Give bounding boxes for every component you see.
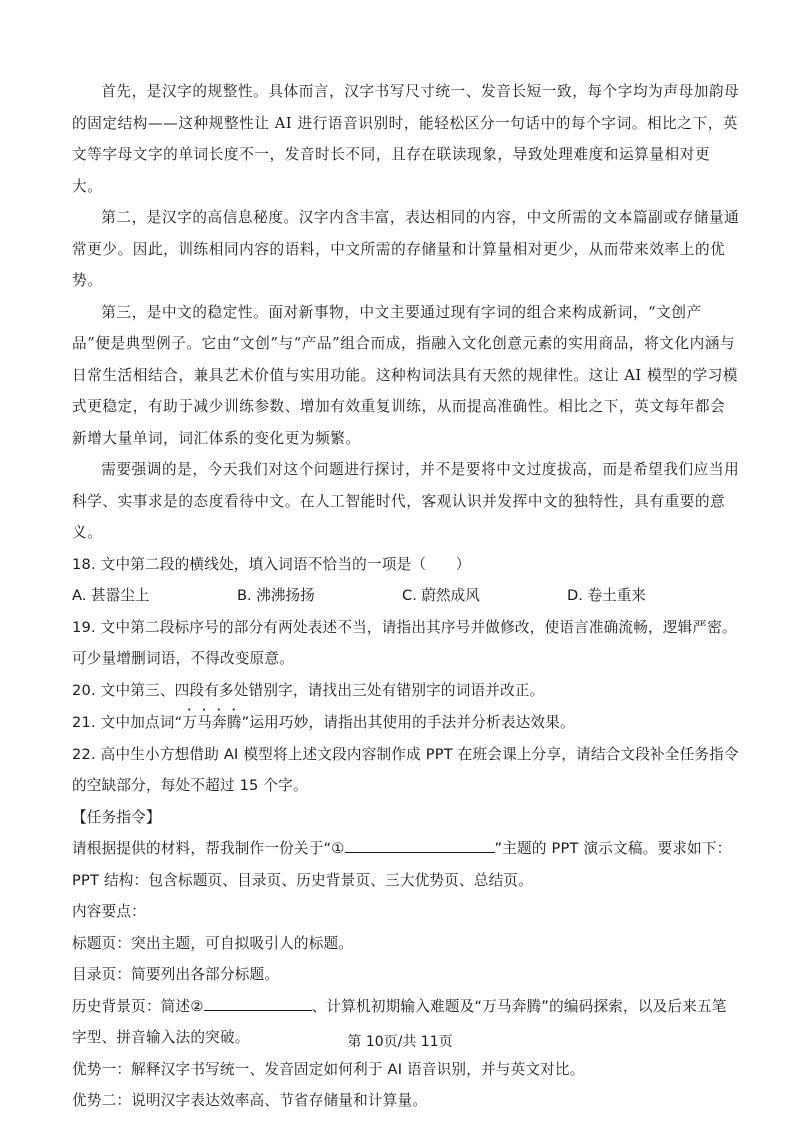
- task-toc-page: 目录页：简要列出各部分标题。: [72, 966, 280, 983]
- task-history-post: 、计算机初期输入难题及“万马奔腾”的编码探索，以及后来五笔字型、拼音输入法的突破。: [72, 997, 727, 1046]
- question-21: [72, 706, 740, 739]
- task-advantage-2: 优势二：说明汉字表达效率高、节省存储量和计算量。: [72, 1092, 428, 1109]
- task-title-page: 标题页：突出主题，可自拟吸引人的标题。: [72, 934, 354, 952]
- option-d: D. 卷土重来: [567, 587, 646, 604]
- question-22: 22. 高中生小方想借助 AI 模型将上述文段内容制作成 PPT 在班会课上分享，请结合文段补全任务指令的空缺部分，每处不超过 15 个字。: [72, 745, 739, 794]
- task-advantage-1: 优势一：解释汉字书写统一、发音固定如何利于 AI 语音识别，并与英文对比。: [72, 1060, 585, 1078]
- question-21-post: ”运用巧妙，请指出其使用的手法并分析表达效果。: [241, 714, 575, 731]
- task-points: 内容要点：: [72, 903, 146, 920]
- passage-paragraph-3: 第三，是中文的稳定性。面对新事物，中文主要通过现有字词的组合来构成新词，“文创产品”便是典型例子。它由“文创”与“产品”组合而成，指融入文化创意元素的实用商品，将文化内涵与日常生活相结合，兼具艺术价值与实用功能。这种构词法具有天然的规律性。这让 AI 模型的学习模式更稳定，有助于减少训练参数、增加有效重复训练，从而提高准确性。相比之下，英文每年都会新增大量单词，词汇体系的变化更为频繁。: [72, 303, 739, 447]
- task-line-1-post: ”主题的 PPT 演示文稿。要求如下：: [494, 840, 732, 857]
- task-structure: PPT 结构：包含标题页、目录页、历史背景页、三大优势页、总结页。: [72, 871, 533, 889]
- option-a: A. 甚嚣尘上: [72, 587, 150, 604]
- passage-paragraph-4: 需要强调的是，今天我们对这个问题进行探讨，并不是要将中文过度拔高，而是希望我们应当用科学、实事求是的态度看待中文。在人工智能时代，客观认识并发挥中文的独特性，具有重要的意义。: [72, 461, 740, 541]
- question-18-stem: 18. 文中第二段的横线处，填入词语不恰当的一项是（ ）: [72, 555, 471, 573]
- task-line-1-pre: 请根据提供的材料，帮我制作一份关于“①: [72, 840, 345, 857]
- question-21-pre: 21. 文中加点词“: [72, 714, 183, 731]
- task-line-1: [72, 833, 740, 865]
- option-b: B. 沸沸扬扬: [237, 587, 315, 604]
- question-18-options: [72, 580, 740, 612]
- blank-2: [204, 994, 312, 1011]
- option-c: C. 蔚然成风: [402, 587, 480, 604]
- question-20: 20. 文中第三、四段有多处错别字，请找出三处有错别字的词语并改正。: [72, 681, 545, 699]
- question-21-dotted-word: 万马奔腾: [182, 714, 242, 731]
- question-19: 19. 文中第二段标序号的部分有两处表述不当，请指出其序号并做修改，使语言准确流畅，逻辑严密。可少量增删词语，不得改变原意。: [72, 618, 737, 667]
- task-history-pre: 历史背景页：简述②: [72, 997, 204, 1015]
- passage-paragraph-1: 首先，是汉字的规整性。具体而言，汉字书写尺寸统一、发音长短一致，每个字均为声母加韵母的固定结构——这种规整性让 AI 进行语音识别时，能轻松区分一句话中的每个字词。相比之下，英文等字母文字的单词长度不一，发音时长不同，且存在联读现象，导致处理难度和运算量相对更大。: [72, 83, 740, 195]
- blank-1: [345, 836, 495, 853]
- passage-paragraph-2: 第二，是汉字的高信息秘度。汉字内含丰富，表达相同的内容，中文所需的文本篇副或存储量通常更少。因此，训练相同内容的语料，中文所需的存储量和计算量相对更少，从而带来效率上的优势。: [72, 209, 740, 289]
- page-footer: 第 10页/共 11页: [347, 1034, 453, 1050]
- task-heading: 【任务指令】: [72, 808, 161, 826]
